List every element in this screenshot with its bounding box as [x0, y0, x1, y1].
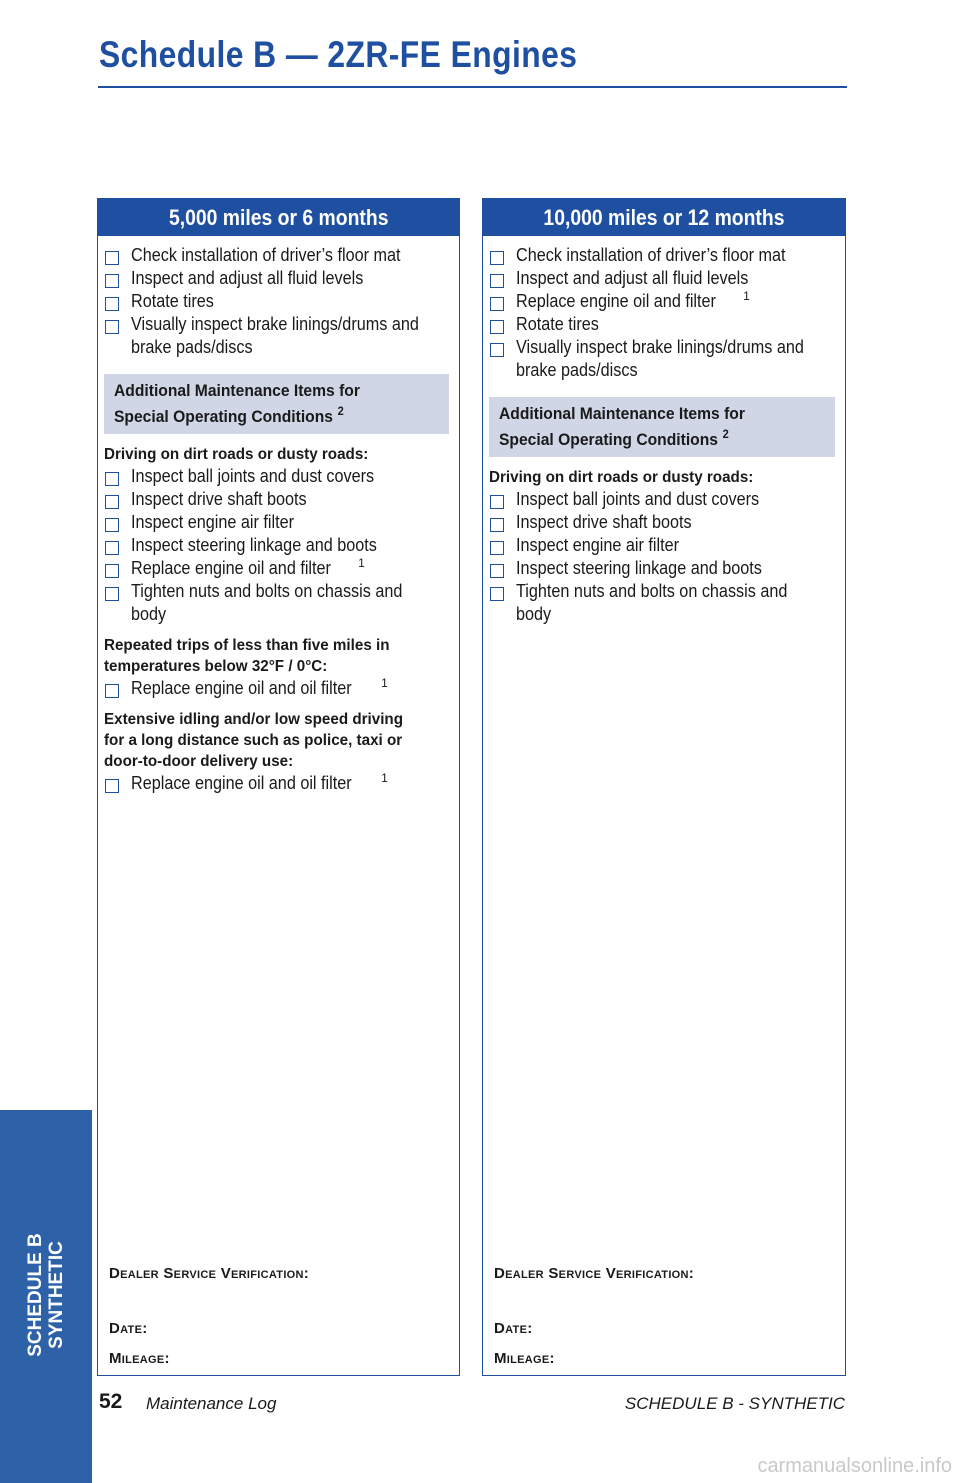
checklist-item: Check installation of driver’s floor mat: [104, 244, 455, 267]
checklist-item: Replace engine oil and filter $^1$: [104, 557, 455, 580]
footnote-ref: 1: [381, 676, 388, 690]
checklist-item: Inspect engine air filter: [104, 511, 455, 534]
checklist-item: Inspect drive shaft boots: [489, 511, 841, 534]
checkbox[interactable]: [105, 779, 119, 793]
checklist-item: Tighten nuts and bolts on chassis and body: [489, 580, 841, 626]
checklist: [489, 488, 845, 626]
checkbox[interactable]: [490, 251, 504, 265]
checklist-item: Tighten nuts and bolts on chassis and body: [104, 580, 455, 626]
condition-label: Driving on dirt roads or dusty roads:: [104, 446, 369, 463]
checkbox[interactable]: [105, 320, 119, 334]
checkbox[interactable]: [490, 587, 504, 601]
checklist-item: Inspect engine air filter: [489, 534, 841, 557]
checkbox[interactable]: [105, 472, 119, 486]
mileage-label: Mileage:: [494, 1350, 555, 1367]
footnote-ref: 1: [358, 556, 365, 570]
checkbox[interactable]: [105, 684, 119, 698]
checkbox[interactable]: [490, 320, 504, 334]
additional-items-heading: Additional Maintenance Items for Special Operating Conditions $^2$: [489, 397, 835, 457]
checkbox[interactable]: [105, 297, 119, 311]
dealer-verification-label: Dealer Service Verification:: [109, 1265, 310, 1282]
checkbox[interactable]: [490, 518, 504, 532]
condition-label: Repeated trips of less than five miles in temperatures below 32°F / 0°C:: [104, 637, 390, 675]
footnote-ref: 1: [743, 289, 750, 303]
footnote-ref: 1: [381, 771, 388, 785]
schedule-column-10000: [482, 198, 846, 1376]
mileage-label: Mileage:: [109, 1350, 170, 1367]
footnote-ref: 2: [722, 427, 729, 442]
checkbox[interactable]: [105, 495, 119, 509]
checklist-item: Inspect drive shaft boots: [104, 488, 455, 511]
checklist-item: Check installation of driver’s floor mat: [489, 244, 841, 267]
checklist-item: Rotate tires: [489, 313, 841, 336]
additional-items-heading: Additional Maintenance Items for Special Operating Conditions $^2$: [104, 374, 449, 434]
checklist-item: Inspect and adjust all fluid levels: [489, 267, 841, 290]
date-label: Date:: [494, 1320, 533, 1337]
page-number: 52: [99, 1390, 123, 1413]
checkbox[interactable]: [105, 274, 119, 288]
checkbox[interactable]: [490, 564, 504, 578]
column-header: 5,000 miles or 6 months: [98, 199, 459, 236]
checkbox[interactable]: [490, 297, 504, 311]
checklist: [104, 465, 459, 626]
checkbox[interactable]: [105, 518, 119, 532]
page-title: Schedule B — 2ZR-FE Engines: [99, 34, 578, 75]
dealer-verification-label: Dealer Service Verification:: [494, 1265, 695, 1282]
watermark: carmanualsonline.info: [757, 1455, 952, 1477]
checklist-item: Replace engine oil and oil filter $^1$: [104, 677, 455, 700]
date-label: Date:: [109, 1320, 148, 1337]
title-divider: [98, 86, 847, 88]
checklist-item: Inspect steering linkage and boots: [104, 534, 455, 557]
checklist: [104, 244, 459, 359]
checkbox[interactable]: [105, 251, 119, 265]
checklist-item: Rotate tires: [104, 290, 455, 313]
column-header: 10,000 miles or 12 months: [483, 199, 845, 236]
checklist: [104, 772, 459, 795]
checklist: [104, 677, 459, 700]
footnote-ref: 2: [337, 404, 344, 419]
checkbox[interactable]: [490, 343, 504, 357]
checklist-item: Visually inspect brake linings/drums and brake pads/discs: [489, 336, 841, 382]
checklist-item: Inspect steering linkage and boots: [489, 557, 841, 580]
checklist-item: Replace engine oil and oil filter $^1$: [104, 772, 455, 795]
checkbox[interactable]: [105, 564, 119, 578]
checkbox[interactable]: [105, 541, 119, 555]
condition-label: Driving on dirt roads or dusty roads:: [489, 469, 754, 486]
checkbox[interactable]: [490, 274, 504, 288]
footer-left-text: Maintenance Log: [146, 1394, 277, 1413]
checkbox[interactable]: [490, 541, 504, 555]
checklist-item: Inspect ball joints and dust covers: [104, 465, 455, 488]
checklist: [489, 244, 845, 382]
checkbox[interactable]: [490, 495, 504, 509]
checklist-item: Inspect and adjust all fluid levels: [104, 267, 455, 290]
footer-right-text: SCHEDULE B - SYNTHETIC: [624, 1394, 845, 1413]
condition-label: Extensive idling and/or low speed driving for a long distance such as police, taxi or door-to-door delivery use:: [104, 711, 403, 770]
schedule-column-5000: [97, 198, 460, 1376]
side-tab-label: SCHEDULE B SYNTHETIC: [25, 1233, 67, 1357]
checklist-item: Visually inspect brake linings/drums and brake pads/discs: [104, 313, 455, 359]
checklist-item: Inspect ball joints and dust covers: [489, 488, 841, 511]
checkbox[interactable]: [105, 587, 119, 601]
checklist-item: Replace engine oil and filter $^1$: [489, 290, 841, 313]
